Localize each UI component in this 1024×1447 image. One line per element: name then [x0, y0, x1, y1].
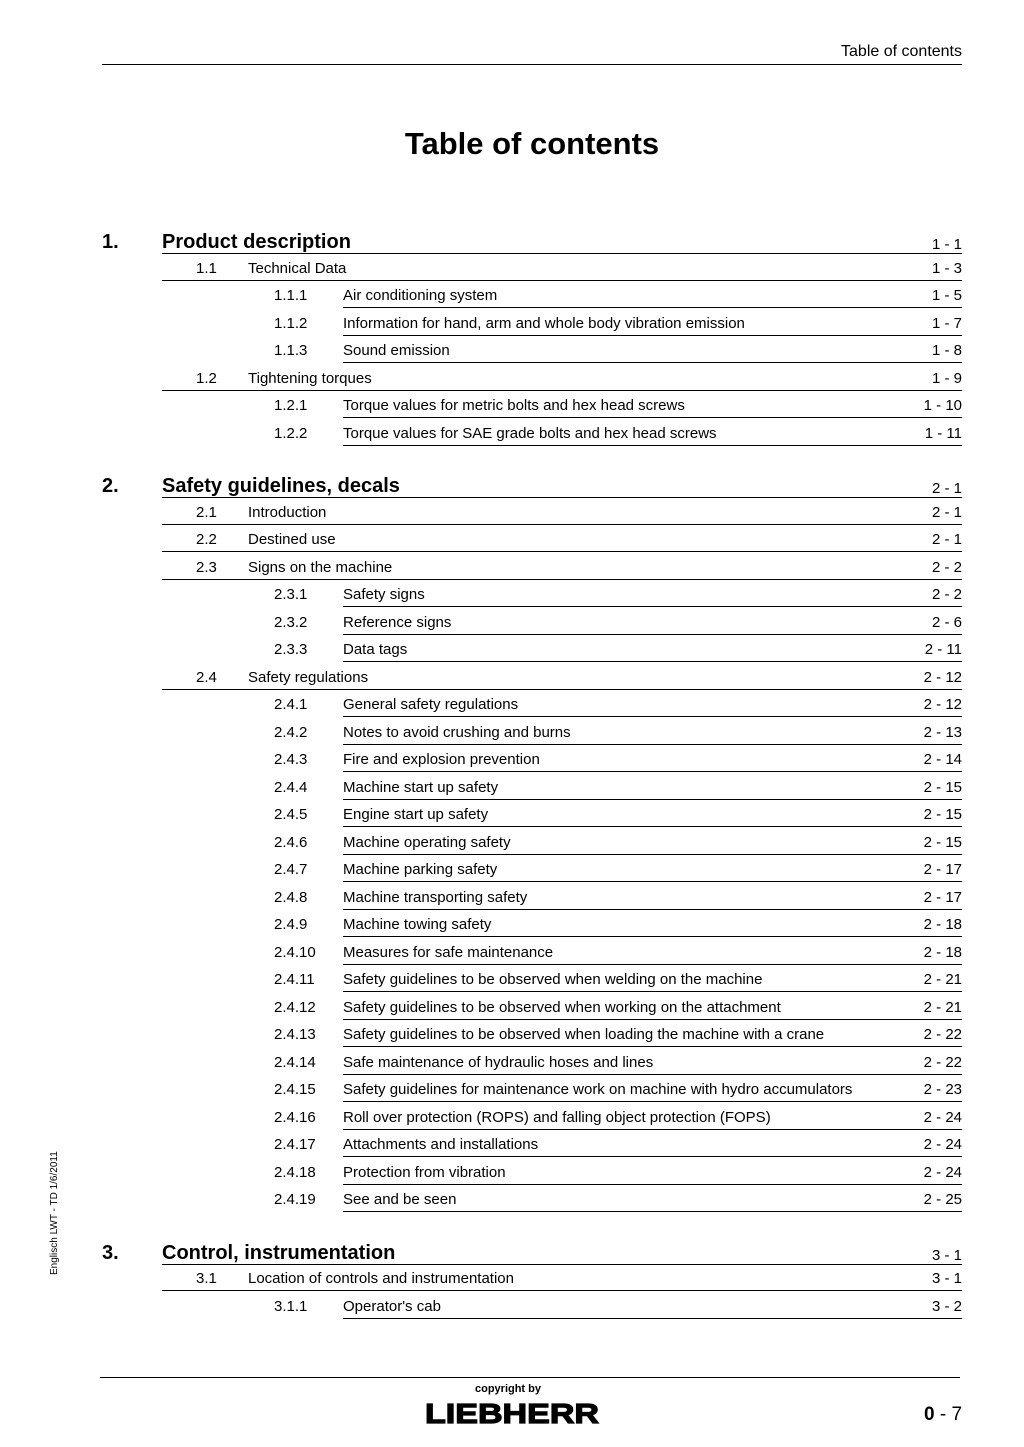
- toc-entry-number: 2.4.14: [274, 1053, 316, 1071]
- toc-entry-page: 3 - 1: [931, 1270, 962, 1287]
- toc-entry-page: 2 - 15: [923, 778, 962, 796]
- toc-entry: [0, 1080, 1024, 1100]
- toc-entry-page: 2 - 21: [923, 998, 962, 1016]
- toc-entry-number: 2.4.11: [274, 971, 315, 988]
- toc-entry-title: Information for hand, arm and whole body vibration emission: [343, 314, 745, 332]
- toc-entry-rule: [343, 1156, 962, 1157]
- toc-entry: [0, 778, 1024, 798]
- toc-entry-page: 2 - 22: [923, 1053, 962, 1071]
- toc-entry: [0, 369, 1024, 389]
- toc-entry-rule: [343, 716, 962, 717]
- toc-entry-title: Safety guidelines to be observed when working on the attachment: [343, 998, 781, 1016]
- toc-entry: [0, 723, 1024, 743]
- toc-entry: [0, 970, 1024, 990]
- toc-entry-title: Technical Data: [248, 259, 347, 277]
- toc-entry-rule: [343, 1019, 962, 1020]
- toc-entry-title: Safety regulations: [248, 668, 369, 686]
- toc-entry-number: 3.1: [196, 1270, 217, 1287]
- toc-entry: [0, 1163, 1024, 1183]
- toc-entry-number: 2.4.15: [274, 1081, 316, 1098]
- page-index: - 7: [934, 1404, 963, 1425]
- side-note: Englisch LWT - TD 1/6/2011: [49, 1151, 60, 1275]
- page-chapter: 0: [924, 1404, 935, 1425]
- toc-entry-number: 2.3.2: [274, 613, 308, 631]
- toc-entry-title: Safety guidelines to be observed when loading the machine with a crane: [343, 1026, 825, 1043]
- toc-entry-page: 2 - 15: [923, 806, 962, 823]
- toc-entry-page: 1 - 10: [923, 397, 962, 414]
- toc-entry-title: Torque values for metric bolts and hex head screws: [343, 397, 685, 414]
- toc-entry-number: 2.4.19: [274, 1191, 316, 1208]
- toc-entry-number: 2.: [102, 475, 119, 497]
- toc-entry-title: See and be seen: [343, 1191, 457, 1208]
- toc-entry-number: 2.4.10: [274, 943, 316, 961]
- toc-entry-number: 1.2: [196, 369, 217, 387]
- toc-entry-title: Measures for safe maintenance: [343, 943, 554, 961]
- toc-entry-number: 2.4.2: [274, 723, 308, 741]
- toc-entry-rule: [343, 307, 962, 308]
- toc-entry-page: 1 - 3: [931, 259, 962, 277]
- toc-entry: [0, 558, 1024, 578]
- toc-entry-rule: [162, 253, 962, 254]
- toc-entry-title: Safety guidelines to be observed when welding on the machine: [343, 971, 763, 988]
- toc-entry: [0, 1240, 1024, 1268]
- toc-entry-page: 2 - 18: [923, 916, 962, 933]
- toc-entry-title: Torque values for SAE grade bolts and hex head screws: [343, 424, 717, 442]
- toc-entry-page: 2 - 1: [931, 480, 962, 497]
- toc-entry-title: Roll over protection (ROPS) and falling object protection (FOPS): [343, 1108, 771, 1126]
- toc-entry-rule: [343, 417, 962, 418]
- toc-entry-page: 1 - 1: [931, 236, 962, 253]
- toc-entry-title: Safe maintenance of hydraulic hoses and lines: [343, 1053, 654, 1071]
- toc-entry-page: 2 - 2: [931, 558, 962, 576]
- toc-entry-title: Fire and explosion prevention: [343, 751, 540, 768]
- toc-entry: [0, 888, 1024, 908]
- toc-entry-title: Signs on the machine: [248, 558, 393, 576]
- toc-entry: [0, 695, 1024, 715]
- toc-entry-rule: [343, 606, 962, 607]
- toc-entry-rule: [343, 661, 962, 662]
- toc-entry-title: Engine start up safety: [343, 806, 489, 823]
- toc-entry-rule: [343, 1101, 962, 1102]
- toc-entry-page: 1 - 8: [931, 342, 962, 359]
- toc-entry-rule: [343, 1211, 962, 1212]
- toc-entry-page: 2 - 12: [923, 668, 962, 686]
- toc-entry-number: 2.4.6: [274, 833, 308, 851]
- toc-entry-number: 2.4.13: [274, 1026, 316, 1043]
- toc-entry-title: Machine towing safety: [343, 916, 492, 933]
- toc-entry-number: 2.4.8: [274, 888, 308, 906]
- toc-entry-title: Introduction: [248, 503, 327, 521]
- toc-entry-page: 2 - 17: [923, 861, 962, 878]
- toc-entry-number: 1.: [102, 231, 119, 253]
- toc-entry-title: Reference signs: [343, 613, 452, 631]
- toc-entry-page: 1 - 11: [924, 424, 962, 442]
- toc-entry: [0, 1269, 1024, 1289]
- toc-entry-rule: [162, 280, 962, 281]
- toc-entry-page: 1 - 5: [931, 287, 962, 304]
- toc-entry-page: 2 - 17: [923, 888, 962, 906]
- toc-entry: [0, 503, 1024, 523]
- toc-entry-page: 2 - 1: [931, 503, 962, 521]
- toc-entry-page: 2 - 25: [923, 1191, 962, 1208]
- toc-entry-title: Air conditioning system: [343, 287, 498, 304]
- toc-entry-rule: [343, 362, 962, 363]
- toc-entry-rule: [343, 744, 962, 745]
- toc-entry-number: 1.1: [196, 259, 217, 277]
- toc-entry-rule: [162, 497, 962, 498]
- toc-entry-rule: [343, 1074, 962, 1075]
- toc-entry: [0, 805, 1024, 825]
- toc-entry-rule: [343, 771, 962, 772]
- toc-entry: [0, 259, 1024, 279]
- toc-entry: [0, 585, 1024, 605]
- toc-entry-title: Product description: [162, 231, 351, 253]
- toc-entry-page: 2 - 6: [931, 613, 962, 631]
- toc-entry-page: 3 - 1: [931, 1246, 962, 1264]
- toc-entry-title: General safety regulations: [343, 696, 519, 713]
- toc-entry-number: 1.1.1: [274, 287, 308, 304]
- toc-entry: [0, 314, 1024, 334]
- toc-entry: [0, 915, 1024, 935]
- toc-entry-page: 2 - 24: [923, 1163, 962, 1181]
- toc-entry-title: Data tags: [343, 641, 408, 658]
- toc-entry: [0, 1053, 1024, 1073]
- toc-entry-rule: [162, 1264, 962, 1265]
- toc-entry-number: 2.3: [196, 558, 217, 576]
- toc-entry-page: 2 - 15: [923, 833, 962, 851]
- running-header-title: Table of contents: [841, 43, 962, 60]
- toc-entry-number: 2.4.16: [274, 1108, 316, 1126]
- toc-entry-rule: [343, 1046, 962, 1047]
- toc-entry-number: 2.2: [196, 531, 217, 548]
- toc-entry-page: 2 - 14: [923, 751, 962, 768]
- toc-entry: [0, 530, 1024, 550]
- toc-entry-number: 3.: [102, 1241, 119, 1264]
- toc-entry-page: 2 - 24: [923, 1108, 962, 1126]
- toc-entry-rule: [343, 881, 962, 882]
- toc-entry-number: 2.4.1: [274, 696, 308, 713]
- copyright-text: copyright by: [474, 1383, 541, 1395]
- toc-entry-title: Notes to avoid crushing and burns: [343, 723, 571, 741]
- toc-entry: [0, 1297, 1024, 1317]
- toc-entry-title: Operator's cab: [343, 1297, 441, 1315]
- toc-entry-number: 1.1.3: [274, 342, 308, 359]
- toc-entry-rule: [162, 390, 962, 391]
- toc-entry-rule: [343, 991, 962, 992]
- toc-entry-page: 1 - 9: [931, 369, 962, 387]
- page-number: [924, 1404, 962, 1426]
- toc-entry-number: 1.2.2: [274, 424, 308, 442]
- toc-entry-page: 2 - 2: [931, 586, 962, 603]
- toc-entry-title: Sound emission: [343, 342, 450, 359]
- toc-entry-rule: [162, 1290, 962, 1291]
- toc-entry: [0, 1135, 1024, 1155]
- toc-entry-number: 2.4.3: [274, 751, 308, 768]
- toc-entry-rule: [162, 524, 962, 525]
- toc-entry-rule: [343, 445, 962, 446]
- toc-entry: [0, 860, 1024, 880]
- toc-entry: [0, 668, 1024, 688]
- toc-entry: [0, 1025, 1024, 1045]
- toc-entry-title: Safety signs: [343, 586, 425, 603]
- toc-entry-rule: [162, 689, 962, 690]
- toc-entry: [0, 424, 1024, 444]
- toc-entry-title: Protection from vibration: [343, 1163, 506, 1181]
- toc-entry-title: Safety guidelines, decals: [162, 475, 400, 497]
- toc-entry-page: 3 - 2: [931, 1297, 962, 1315]
- toc-entry: [0, 750, 1024, 770]
- toc-entry-title: Destined use: [248, 531, 336, 548]
- toc-entry-number: 2.4.5: [274, 806, 308, 823]
- toc-entry-number: 2.4.18: [274, 1163, 316, 1181]
- toc-entry-page: 2 - 13: [923, 723, 962, 741]
- toc-entry-number: 2.4.12: [274, 998, 316, 1016]
- toc-entry-page: 2 - 24: [923, 1136, 962, 1153]
- toc-entry-title: Attachments and installations: [343, 1136, 539, 1153]
- toc-entry-page: 2 - 23: [923, 1081, 962, 1098]
- toc-entry-rule: [343, 936, 962, 937]
- toc-entry: [0, 1108, 1024, 1128]
- toc-entry: [0, 229, 1024, 257]
- toc-entry-title: Location of controls and instrumentation: [248, 1270, 514, 1287]
- toc-entry-number: 2.4: [196, 668, 217, 686]
- toc-entry: [0, 833, 1024, 853]
- toc-entry-number: 2.4.9: [274, 916, 308, 933]
- toc-entry-title: Machine transporting safety: [343, 888, 528, 906]
- toc-entry: [0, 473, 1024, 501]
- toc-entry-title: Machine parking safety: [343, 861, 498, 878]
- toc-entry: [0, 640, 1024, 660]
- toc-entry-rule: [343, 909, 962, 910]
- toc-entry-rule: [343, 799, 962, 800]
- toc-entry: [0, 396, 1024, 416]
- toc-entry-number: 2.3.3: [274, 641, 308, 658]
- toc-entry: [0, 286, 1024, 306]
- toc-entry: [0, 998, 1024, 1018]
- footer-rule: [100, 1377, 960, 1378]
- toc-entry-number: 1.1.2: [274, 314, 308, 332]
- toc-entry-page: 2 - 1: [931, 531, 962, 548]
- toc-entry-page: 2 - 18: [923, 943, 962, 961]
- liebherr-logo: [424, 1400, 600, 1426]
- toc-entry: [0, 613, 1024, 633]
- toc-entry-number: 2.4.7: [274, 861, 308, 878]
- toc-entry-page: 2 - 21: [923, 971, 962, 988]
- toc-entry-rule: [343, 854, 962, 855]
- toc-entry-page: 1 - 7: [931, 314, 962, 332]
- toc-entry-title: Tightening torques: [248, 369, 372, 387]
- toc-entry-rule: [343, 964, 962, 965]
- toc-entry-number: 2.4.4: [274, 778, 308, 796]
- toc-entry-rule: [343, 1184, 962, 1185]
- toc-entry-rule: [343, 826, 962, 827]
- toc-entry-title: Machine start up safety: [343, 778, 499, 796]
- toc-entry-page: 2 - 11: [924, 641, 962, 658]
- toc-entry-number: 2.3.1: [274, 586, 308, 603]
- toc-entry-rule: [343, 1129, 962, 1130]
- toc-entry-rule: [343, 1318, 962, 1319]
- toc-entry-title: Machine operating safety: [343, 833, 511, 851]
- toc-entry-rule: [162, 579, 962, 580]
- toc-entry: [0, 341, 1024, 361]
- toc-entry: [0, 1190, 1024, 1210]
- logo-wordmark: LIEBHERR: [425, 1400, 599, 1426]
- page-title: Table of contents: [404, 126, 660, 161]
- toc-entry: [0, 943, 1024, 963]
- toc-entry-number: 1.2.1: [274, 397, 308, 414]
- toc-entry-rule: [343, 335, 962, 336]
- toc-entry-number: 2.4.17: [274, 1136, 316, 1153]
- toc-entry-title: Control, instrumentation: [162, 1241, 396, 1264]
- toc-entry-page: 2 - 22: [923, 1026, 962, 1043]
- toc-entry-title: Safety guidelines for maintenance work on machine with hydro accumulators: [343, 1081, 853, 1098]
- toc-entry-number: 2.1: [196, 503, 217, 521]
- toc-entry-page: 2 - 12: [923, 696, 962, 713]
- toc-entry-rule: [343, 634, 962, 635]
- toc-entry-number: 3.1.1: [274, 1297, 308, 1315]
- toc-entry-rule: [162, 551, 962, 552]
